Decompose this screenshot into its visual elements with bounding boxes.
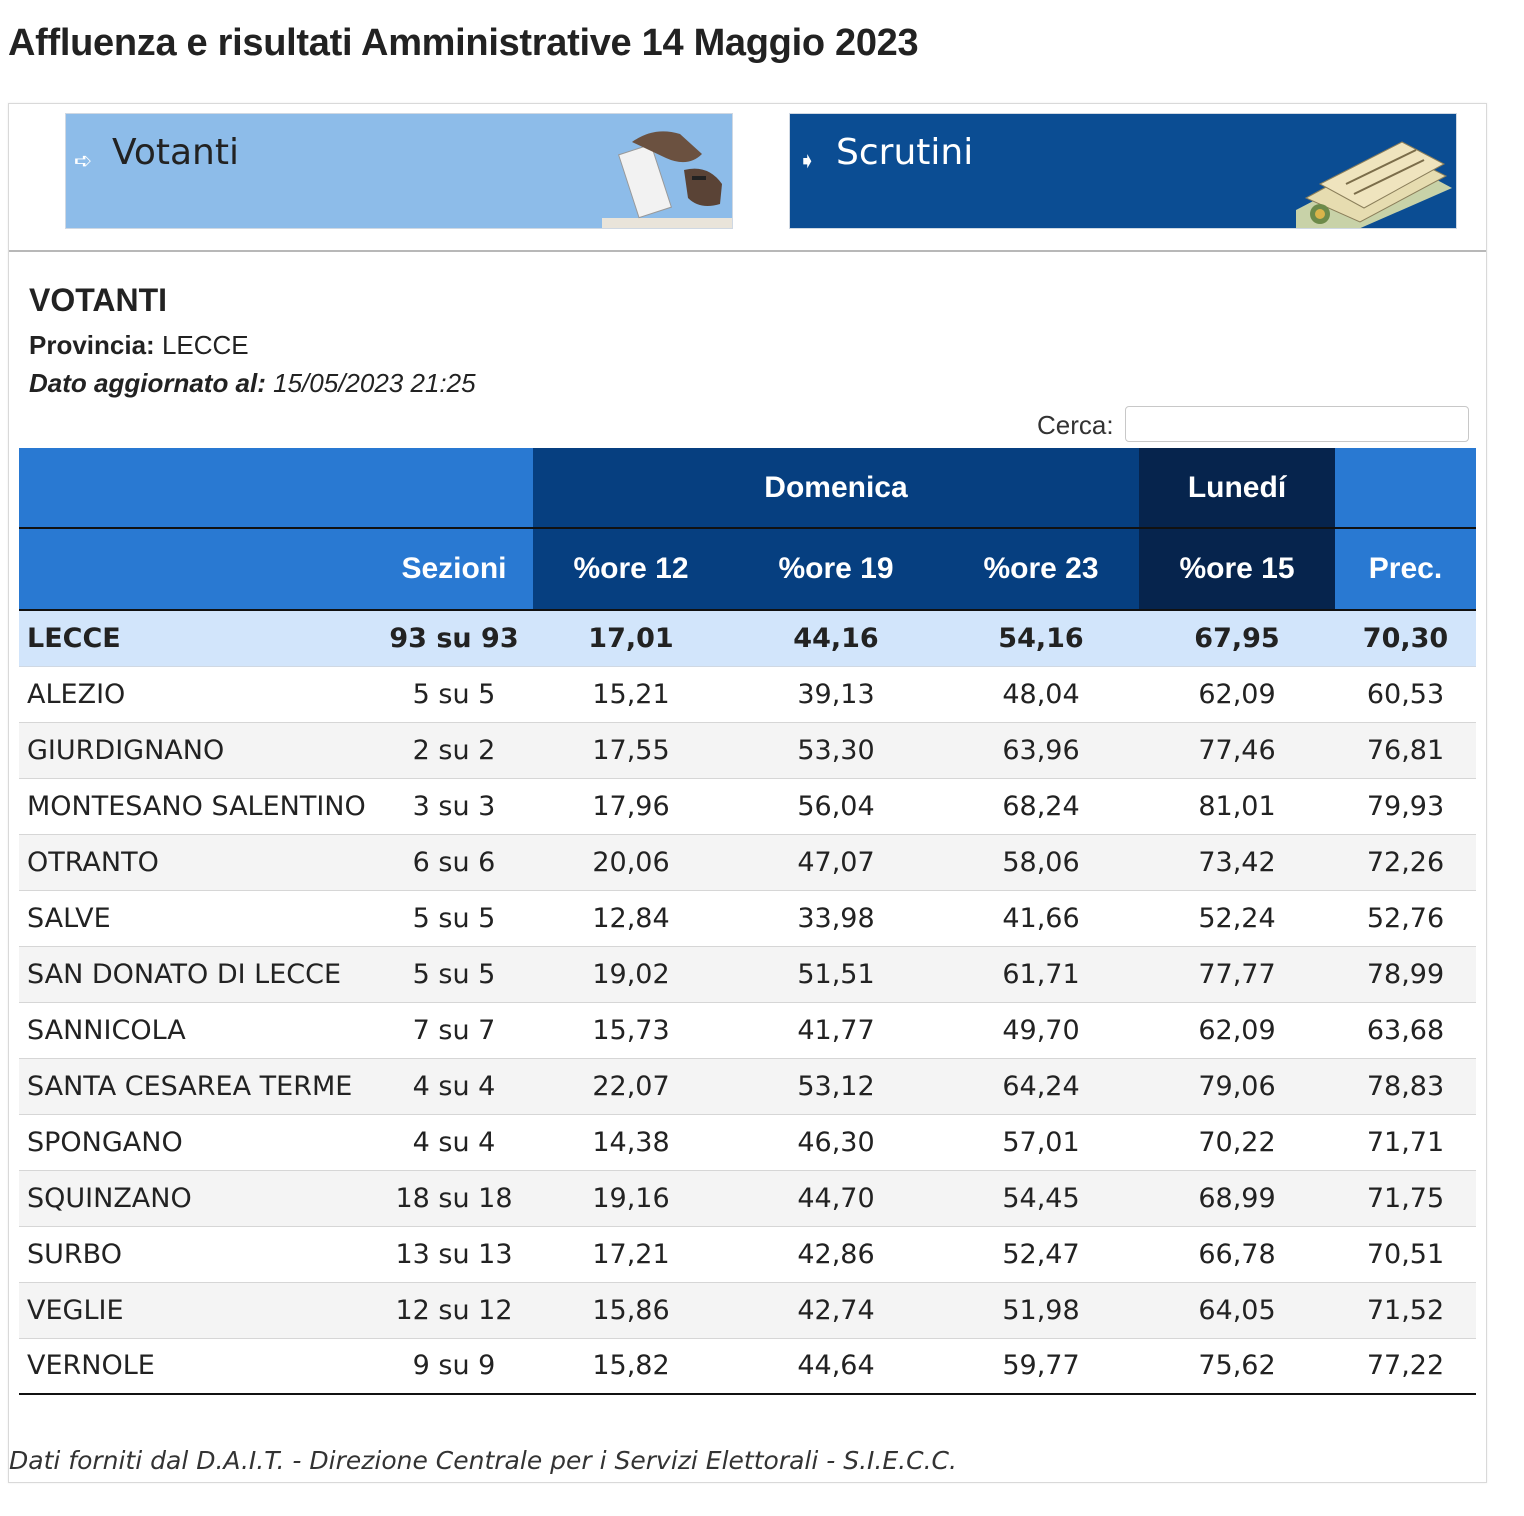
ore23-cell: 58,06 <box>943 834 1139 890</box>
total-row <box>19 610 1476 666</box>
group-header-row <box>19 448 1476 528</box>
col-header-sezioni[interactable]: Sezioni <box>375 528 533 610</box>
table-row <box>19 1114 1476 1170</box>
ore12-cell: 17,55 <box>533 722 729 778</box>
ore23-cell: 51,98 <box>943 1282 1139 1338</box>
sezioni-cell: 5 su 5 <box>375 666 533 722</box>
ore19-cell: 39,13 <box>729 666 943 722</box>
comune-cell: MONTESANO SALENTINO <box>19 778 375 834</box>
sezioni-cell: 4 su 4 <box>375 1114 533 1170</box>
prec-cell: 78,83 <box>1335 1058 1476 1114</box>
prec-cell: 71,52 <box>1335 1282 1476 1338</box>
ore15-cell: 75,62 <box>1139 1338 1335 1394</box>
ore15-cell: 81,01 <box>1139 778 1335 834</box>
table-row <box>19 666 1476 722</box>
ore12-cell: 17,01 <box>533 610 729 666</box>
ore19-cell: 42,74 <box>729 1282 943 1338</box>
scrutini-tab-banner[interactable] <box>789 113 1457 229</box>
ore23-cell: 54,45 <box>943 1170 1139 1226</box>
prec-cell: 72,26 <box>1335 834 1476 890</box>
ore19-cell: 33,98 <box>729 890 943 946</box>
ore15-cell: 67,95 <box>1139 610 1335 666</box>
ore12-cell: 15,86 <box>533 1282 729 1338</box>
footer-note: Dati forniti dal D.A.I.T. - Direzione Centrale per i Servizi Elettorali - S.I.E.C.C. <box>9 1446 957 1475</box>
group-header-domenica: Domenica <box>533 448 1139 528</box>
table-row <box>19 890 1476 946</box>
page-title: Affluenza e risultati Amministrative 14 Maggio 2023 <box>8 22 919 64</box>
ore19-cell: 53,30 <box>729 722 943 778</box>
ore19-cell: 56,04 <box>729 778 943 834</box>
arrow-right-icon: ➧ <box>798 148 817 173</box>
ore23-cell: 57,01 <box>943 1114 1139 1170</box>
votanti-tab-banner[interactable] <box>65 113 733 229</box>
ore19-cell: 53,12 <box>729 1058 943 1114</box>
ballot-box-icon <box>592 114 732 229</box>
banner-divider <box>9 250 1486 252</box>
sezioni-cell: 9 su 9 <box>375 1338 533 1394</box>
prec-cell: 77,22 <box>1335 1338 1476 1394</box>
ore12-cell: 22,07 <box>533 1058 729 1114</box>
prec-cell: 76,81 <box>1335 722 1476 778</box>
ore19-cell: 44,64 <box>729 1338 943 1394</box>
ore19-cell: 44,16 <box>729 610 943 666</box>
prec-cell: 71,75 <box>1335 1170 1476 1226</box>
ore23-cell: 64,24 <box>943 1058 1139 1114</box>
ore15-cell: 66,78 <box>1139 1226 1335 1282</box>
ballot-papers-icon <box>1276 114 1456 229</box>
prec-cell: 52,76 <box>1335 890 1476 946</box>
ore19-cell: 42,86 <box>729 1226 943 1282</box>
search-input[interactable] <box>1125 406 1469 442</box>
col-header-ore23[interactable]: %ore 23 <box>943 528 1139 610</box>
prec-cell: 78,99 <box>1335 946 1476 1002</box>
ore15-cell: 77,77 <box>1139 946 1335 1002</box>
ore12-cell: 15,73 <box>533 1002 729 1058</box>
group-header-empty <box>19 448 533 528</box>
table-row <box>19 1002 1476 1058</box>
content-panel <box>8 103 1487 1483</box>
comune-cell: SANTA CESAREA TERME <box>19 1058 375 1114</box>
ore15-cell: 62,09 <box>1139 666 1335 722</box>
search-label: Cerca: <box>1037 410 1114 440</box>
sezioni-cell: 7 su 7 <box>375 1002 533 1058</box>
ore23-cell: 48,04 <box>943 666 1139 722</box>
comune-cell: LECCE <box>19 610 375 666</box>
ore12-cell: 15,21 <box>533 666 729 722</box>
ore12-cell: 17,96 <box>533 778 729 834</box>
ore15-cell: 79,06 <box>1139 1058 1335 1114</box>
ore23-cell: 61,71 <box>943 946 1139 1002</box>
table-row <box>19 1226 1476 1282</box>
comune-cell: OTRANTO <box>19 834 375 890</box>
ore15-cell: 68,99 <box>1139 1170 1335 1226</box>
ore12-cell: 20,06 <box>533 834 729 890</box>
prec-cell: 71,71 <box>1335 1114 1476 1170</box>
comune-cell: SAN DONATO DI LECCE <box>19 946 375 1002</box>
col-header-prec[interactable]: Prec. <box>1335 528 1476 610</box>
comune-cell: GIURDIGNANO <box>19 722 375 778</box>
sezioni-cell: 18 su 18 <box>375 1170 533 1226</box>
ore23-cell: 52,47 <box>943 1226 1139 1282</box>
sezioni-cell: 6 su 6 <box>375 834 533 890</box>
prec-cell: 60,53 <box>1335 666 1476 722</box>
col-header-ore15[interactable]: %ore 15 <box>1139 528 1335 610</box>
prec-cell: 79,93 <box>1335 778 1476 834</box>
ore15-cell: 64,05 <box>1139 1282 1335 1338</box>
comune-cell: VERNOLE <box>19 1338 375 1394</box>
table-row <box>19 834 1476 890</box>
ore15-cell: 77,46 <box>1139 722 1335 778</box>
ore15-cell: 52,24 <box>1139 890 1335 946</box>
sezioni-cell: 3 su 3 <box>375 778 533 834</box>
col-header-ore19[interactable]: %ore 19 <box>729 528 943 610</box>
prec-cell: 70,51 <box>1335 1226 1476 1282</box>
ore23-cell: 59,77 <box>943 1338 1139 1394</box>
comune-cell: ALEZIO <box>19 666 375 722</box>
arrow-right-icon: ➪ <box>74 148 93 173</box>
ore19-cell: 41,77 <box>729 1002 943 1058</box>
ore12-cell: 14,38 <box>533 1114 729 1170</box>
ore19-cell: 44,70 <box>729 1170 943 1226</box>
prec-cell: 63,68 <box>1335 1002 1476 1058</box>
ore23-cell: 68,24 <box>943 778 1139 834</box>
update-date-line <box>29 368 476 399</box>
ore23-cell: 49,70 <box>943 1002 1139 1058</box>
column-header-row <box>19 528 1476 610</box>
provincia-label: Provincia: <box>29 330 155 360</box>
ore23-cell: 54,16 <box>943 610 1139 666</box>
comune-cell: SQUINZANO <box>19 1170 375 1226</box>
comune-cell: SALVE <box>19 890 375 946</box>
group-header-lunedi: Lunedí <box>1139 448 1335 528</box>
ore19-cell: 51,51 <box>729 946 943 1002</box>
table-row <box>19 1282 1476 1338</box>
table-row <box>19 1170 1476 1226</box>
votanti-label: Votanti <box>112 132 239 173</box>
ore23-cell: 63,96 <box>943 722 1139 778</box>
provincia-value: LECCE <box>161 330 249 360</box>
ore12-cell: 17,21 <box>533 1226 729 1282</box>
ore15-cell: 62,09 <box>1139 1002 1335 1058</box>
ore15-cell: 70,22 <box>1139 1114 1335 1170</box>
ore12-cell: 19,16 <box>533 1170 729 1226</box>
comune-cell: SANNICOLA <box>19 1002 375 1058</box>
sezioni-cell: 12 su 12 <box>375 1282 533 1338</box>
ore12-cell: 15,82 <box>533 1338 729 1394</box>
table-row <box>19 778 1476 834</box>
ore15-cell: 73,42 <box>1139 834 1335 890</box>
sezioni-cell: 13 su 13 <box>375 1226 533 1282</box>
sezioni-cell: 2 su 2 <box>375 722 533 778</box>
provincia-line <box>29 330 249 361</box>
table-row <box>19 1058 1476 1114</box>
prec-cell: 70,30 <box>1335 610 1476 666</box>
ore23-cell: 41,66 <box>943 890 1139 946</box>
sezioni-cell: 5 su 5 <box>375 890 533 946</box>
ore12-cell: 12,84 <box>533 890 729 946</box>
comune-cell: VEGLIE <box>19 1282 375 1338</box>
col-header-ore12[interactable]: %ore 12 <box>533 528 729 610</box>
table-row <box>19 722 1476 778</box>
section-title: VOTANTI <box>29 282 168 318</box>
comune-cell: SURBO <box>19 1226 375 1282</box>
sezioni-cell: 93 su 93 <box>375 610 533 666</box>
ore12-cell: 19,02 <box>533 946 729 1002</box>
table-row <box>19 946 1476 1002</box>
col-header-comune[interactable] <box>19 528 375 610</box>
comune-cell: SPONGANO <box>19 1114 375 1170</box>
date-value: 15/05/2023 21:25 <box>273 368 476 398</box>
scrutini-label: Scrutini <box>836 132 974 173</box>
group-header-prec-empty <box>1335 448 1476 528</box>
sezioni-cell: 5 su 5 <box>375 946 533 1002</box>
table-row <box>19 1338 1476 1394</box>
sezioni-cell: 4 su 4 <box>375 1058 533 1114</box>
date-label: Dato aggiornato al: <box>29 368 266 398</box>
ore19-cell: 46,30 <box>729 1114 943 1170</box>
ore19-cell: 47,07 <box>729 834 943 890</box>
turnout-table <box>19 448 1476 1395</box>
